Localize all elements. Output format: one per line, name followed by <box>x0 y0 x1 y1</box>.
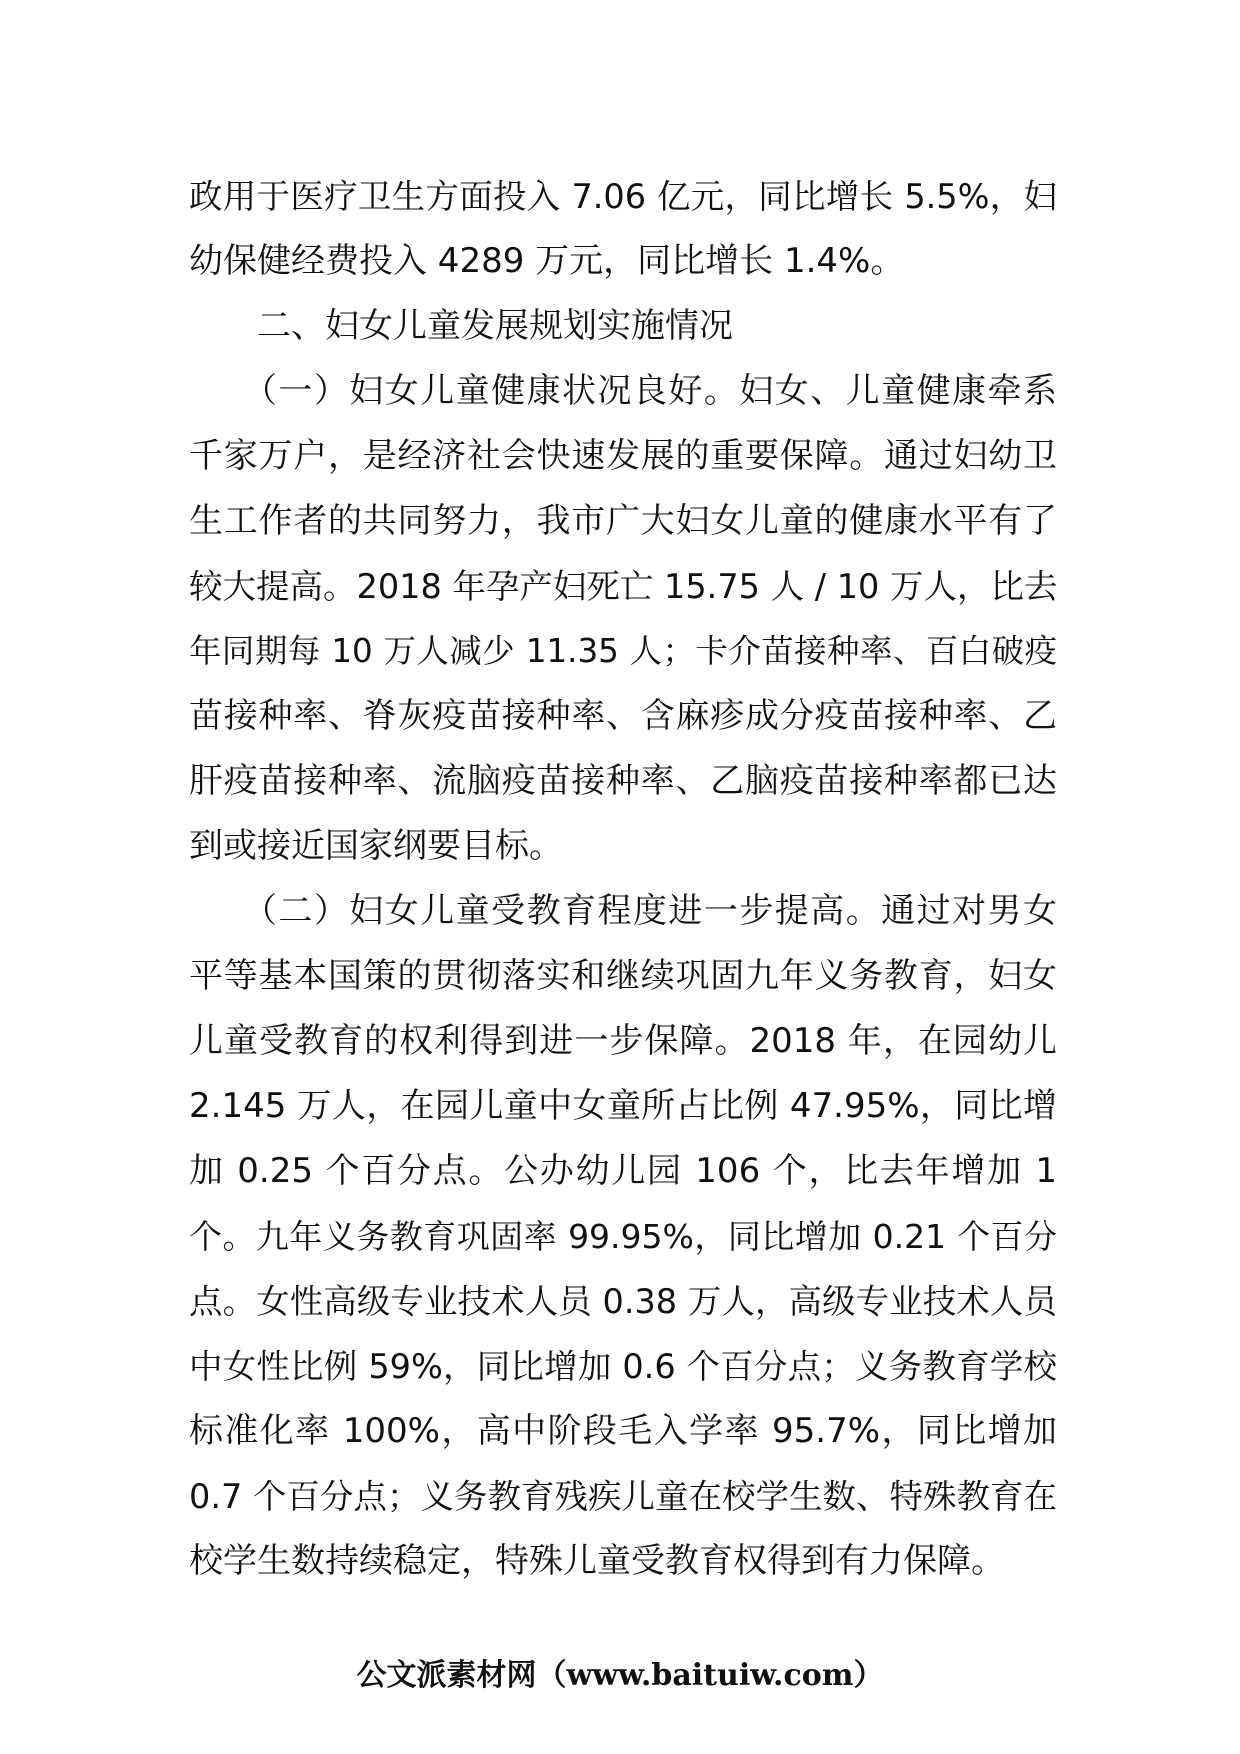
text-line: 肝疫苗接种率、流脑疫苗接种率、乙脑疫苗接种率都已达 <box>189 761 1057 801</box>
text-line: 到或接近国家纲要目标。 <box>189 826 563 866</box>
text-line: 儿童受教育的权利得到进一步保障。2018 年，在园幼儿 <box>189 1021 1057 1061</box>
text-line: 千家万户，是经济社会快速发展的重要保障。通过妇幼卫 <box>189 436 1057 476</box>
text-line: 幼保健经费投入 4289 万元，同比增长 1.4%。 <box>189 241 905 281</box>
text-line: 苗接种率、脊灰疫苗接种率、含麻疹成分疫苗接种率、乙 <box>189 696 1057 736</box>
text-line: 标准化率 100%，高中阶段毛入学率 95.7%，同比增加 <box>189 1411 1057 1451</box>
text-line: 年同期每 10 万人减少 11.35 人；卡介苗接种率、百白破疫 <box>189 632 1057 670</box>
text-line: 较大提高。2018 年孕产妇死亡 15.75 人 / 10 万人，比去 <box>189 567 1058 606</box>
text-line: 0.7 个百分点；义务教育残疾儿童在校学生数、特殊教育在 <box>189 1477 1057 1516</box>
text-line: 个。九年义务教育巩固率 99.95%，同比增加 0.21 个百分 <box>189 1217 1057 1256</box>
text-line: 中女性比例 59%，同比增加 0.6 个百分点；义务教育学校 <box>189 1347 1057 1386</box>
text-line: 校学生数持续稳定，特殊儿童受教育权得到有力保障。 <box>189 1541 1005 1581</box>
text-line: 平等基本国策的贯彻落实和继续巩固九年义务教育，妇女 <box>189 956 1057 996</box>
text-line: （一）妇女儿童健康状况良好。妇女、儿童健康牵系 <box>189 371 1057 411</box>
text-line: 点。女性高级专业技术人员 0.38 万人，高级专业技术人员 <box>189 1282 1057 1321</box>
text-line: 生工作者的共同努力，我市广大妇女儿童的健康水平有了 <box>189 501 1057 541</box>
footer-source-note: 公文派素材网（www.baituiw.com） <box>356 1658 884 1693</box>
text-line: （二）妇女儿童受教育程度进一步提高。通过对男女 <box>189 891 1057 931</box>
text-line: 加 0.25 个百分点。公办幼儿园 106 个，比去年增加 1 <box>189 1151 1057 1191</box>
text-line: 2.145 万人，在园儿童中女童所占比例 47.95%，同比增 <box>189 1086 1057 1126</box>
text-line: 政用于医疗卫生方面投入 7.06 亿元，同比增长 5.5%，妇 <box>189 177 1057 216</box>
document-body <box>189 164 1057 1594</box>
section-heading: 二、妇女儿童发展规划实施情况 <box>189 306 733 346</box>
